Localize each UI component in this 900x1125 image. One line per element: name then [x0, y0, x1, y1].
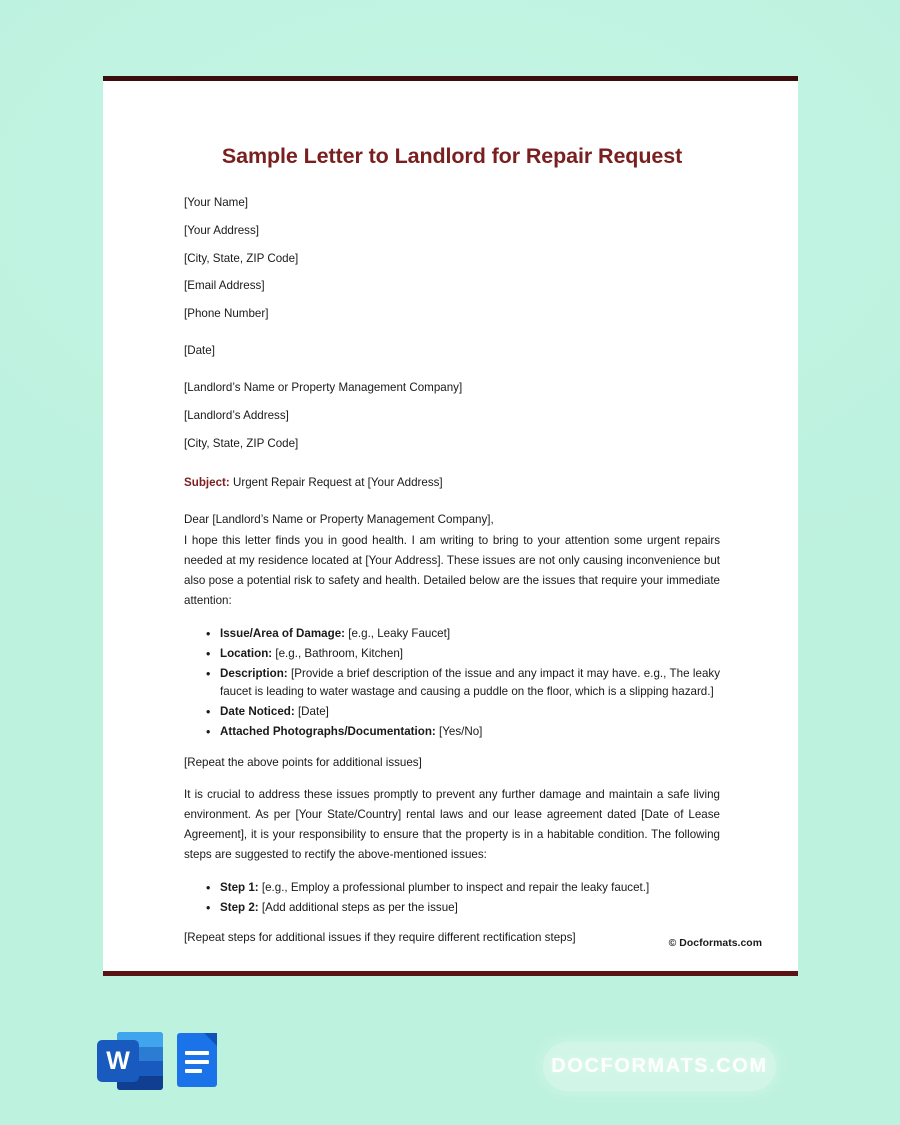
- issue-list: [184, 625, 720, 742]
- sender-line-city: [City, State, ZIP Code]: [184, 251, 299, 265]
- list-item-label: Description:: [220, 666, 288, 680]
- repeat-note-issues: [Repeat the above points for additional issues]: [184, 755, 422, 769]
- format-icons: [97, 1028, 223, 1097]
- gdocs-text-line: [185, 1051, 209, 1055]
- salutation: Dear [Landlord’s Name or Property Management Company],: [184, 513, 494, 527]
- step-list: [184, 879, 720, 918]
- gdocs-fold-corner: [204, 1033, 217, 1046]
- spacer: [184, 464, 720, 476]
- document-body: [103, 81, 798, 971]
- closing-paragraph: It is crucial to address these issues promptly to prevent any further damage and maintain a safe living environment. As per [Your State/Country] rental laws and our lease agreement dated [Date of Lease Agreement], it is your responsibility to ensure that the property is in a habitable condition. The following steps are suggested to rectify the above-mentioned issues:: [184, 788, 720, 861]
- subject-label: Subject:: [184, 476, 230, 490]
- word-letter-badge: W: [97, 1040, 139, 1082]
- list-item: [206, 625, 720, 644]
- list-item-label: Location:: [220, 646, 273, 660]
- list-item-label: Step 1:: [220, 880, 259, 894]
- brand-label: DOCFORMATS.COM: [551, 1055, 768, 1077]
- gdocs-text-line: [185, 1069, 202, 1073]
- list-item: [206, 899, 720, 918]
- google-docs-icon[interactable]: [171, 1031, 223, 1097]
- intro-paragraph: I hope this letter finds you in good health. I am writing to bring to your attention some urgent repairs needed at my residence located at [Your Address]. These issues are not only causing inconvenience but also pose a potential risk to safety and health. Detailed below are the issues that require your immediate attention:: [184, 534, 720, 608]
- list-item: [206, 703, 720, 722]
- page-title: Sample Letter to Landlord for Repair Request: [221, 144, 683, 168]
- microsoft-word-icon[interactable]: [97, 1028, 163, 1094]
- repeat-note-steps: [Repeat steps for additional issues if they require different rectification steps]: [184, 931, 576, 945]
- list-item: [206, 645, 720, 664]
- list-item-label: Attached Photographs/Documentation:: [220, 724, 436, 738]
- footer-bar: [0, 1010, 900, 1125]
- list-item-value: [e.g., Employ a professional plumber to inspect and repair the leaky faucet.]: [258, 880, 650, 894]
- list-item-value: [Date]: [294, 705, 329, 719]
- sender-line-name: [Your Name]: [184, 195, 249, 209]
- list-item-label: Date Noticed:: [220, 705, 295, 719]
- gdocs-text-line: [185, 1060, 209, 1064]
- document-page: [103, 76, 798, 976]
- list-item-value: [Yes/No]: [435, 724, 483, 738]
- list-item-label: Issue/Area of Damage:: [220, 627, 346, 641]
- list-item-value: [e.g., Leaky Faucet]: [345, 627, 451, 641]
- sender-line-address: [Your Address]: [184, 223, 259, 237]
- list-item-value: [e.g., Bathroom, Kitchen]: [272, 646, 403, 660]
- list-item: [206, 723, 720, 742]
- spacer: [184, 372, 720, 381]
- list-item-value: [Add additional steps as per the issue]: [258, 900, 458, 914]
- subject-line: [184, 476, 720, 489]
- list-item: [206, 879, 720, 898]
- brand-badge[interactable]: [543, 1042, 776, 1091]
- sender-line-phone: [Phone Number]: [184, 307, 269, 321]
- spacer: [184, 335, 720, 344]
- list-item-value: [Provide a brief description of the issue and any impact it may have. e.g., The leaky faucet is leading to water wastage and causing a puddle on the floor, which is a slipping hazard.]: [220, 666, 720, 699]
- list-item-label: Step 2:: [220, 900, 259, 914]
- spacer: [184, 501, 720, 513]
- list-item: [206, 665, 720, 703]
- subject-text: Urgent Repair Request at [Your Address]: [229, 476, 443, 490]
- date-line: [Date]: [184, 344, 215, 358]
- recipient-line-city: [City, State, ZIP Code]: [184, 436, 299, 450]
- recipient-line-name: [Landlord’s Name or Property Management Company]: [184, 380, 463, 394]
- sender-line-email: [Email Address]: [184, 279, 265, 293]
- copyright-notice: © Docformats.com: [668, 938, 762, 949]
- recipient-line-address: [Landlord’s Address]: [184, 408, 289, 422]
